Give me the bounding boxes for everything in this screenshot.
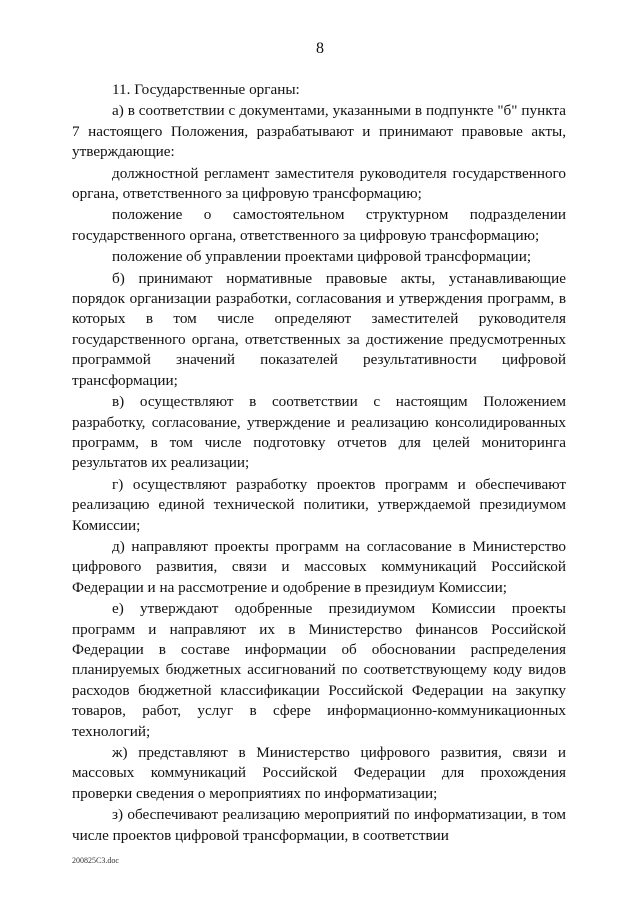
document-body	[72, 80, 566, 847]
paragraph-z: з) обеспечивают реализацию мероприятий по информатизации, в том числе проектов цифровой трансформации, в соответствии	[72, 806, 566, 844]
paragraph-g: г) осуществляют разработку проектов программ и обеспечивают реализацию единой технической политики, утверждаемой президиумом Комиссии;	[72, 475, 566, 534]
paragraph-zh: ж) представляют в Министерство цифрового развития, связи и массовых коммуникаций Российской Федерации для прохождения проверки сведения о мероприятиях по информатизации;	[72, 744, 566, 802]
paragraph-a-item-2: положение о самостоятельном структурном подразделении государственного органа, ответственного за цифровую трансформацию;	[72, 206, 566, 244]
paragraph-b: б) принимают нормативные правовые акты, устанавливающие порядок организации разработки, согласования и утверждения программ, в которых в том числе определяют заместителей руководителя государственного органа, ответственных за достижение предусмотренных программой значений показателей результативности цифровой трансформации;	[72, 269, 566, 389]
page-number: 8	[316, 40, 324, 57]
paragraph-a: а) в соответствии с документами, указанными в подпункте "б" пункта 7 настоящего Положения, разрабатывают и принимают правовые акты, утверждающие:	[72, 102, 566, 161]
paragraph-v: в) осуществляют в соответствии с настоящим Положением разработку, согласование, утверждение и реализацию консолидированных программ, в том числе подготовку отчетов для целей мониторинга результатов их реализации;	[72, 393, 566, 472]
paragraph-d: д) направляют проекты программ на согласование в Министерство цифрового развития, связи и массовых коммуникаций Российской Федерации и на рассмотрение и одобрение в президиум Комиссии;	[72, 537, 566, 596]
footer-filename: 200825С3.doc	[72, 856, 119, 865]
paragraph-a-item-1: должностной регламент заместителя руководителя государственного органа, ответственного за цифровую трансформацию;	[72, 164, 566, 203]
paragraph-heading: 11. Государственные органы:	[112, 81, 300, 98]
paragraph-a-item-3: положение об управлении проектами цифровой трансформации;	[112, 248, 532, 266]
paragraph-e: е) утверждают одобренные президиумом Комиссии проекты программ и направляют их в Министерство финансов Российской Федерации в составе информации об обосновании распределения планируемых бюджетных ассигнований по соответствующему коду видов расходов бюджетной классификации Российской Федерации на закупку товаров, работ, услуг в сфере информационно-коммуникационных технологий;	[72, 600, 566, 740]
